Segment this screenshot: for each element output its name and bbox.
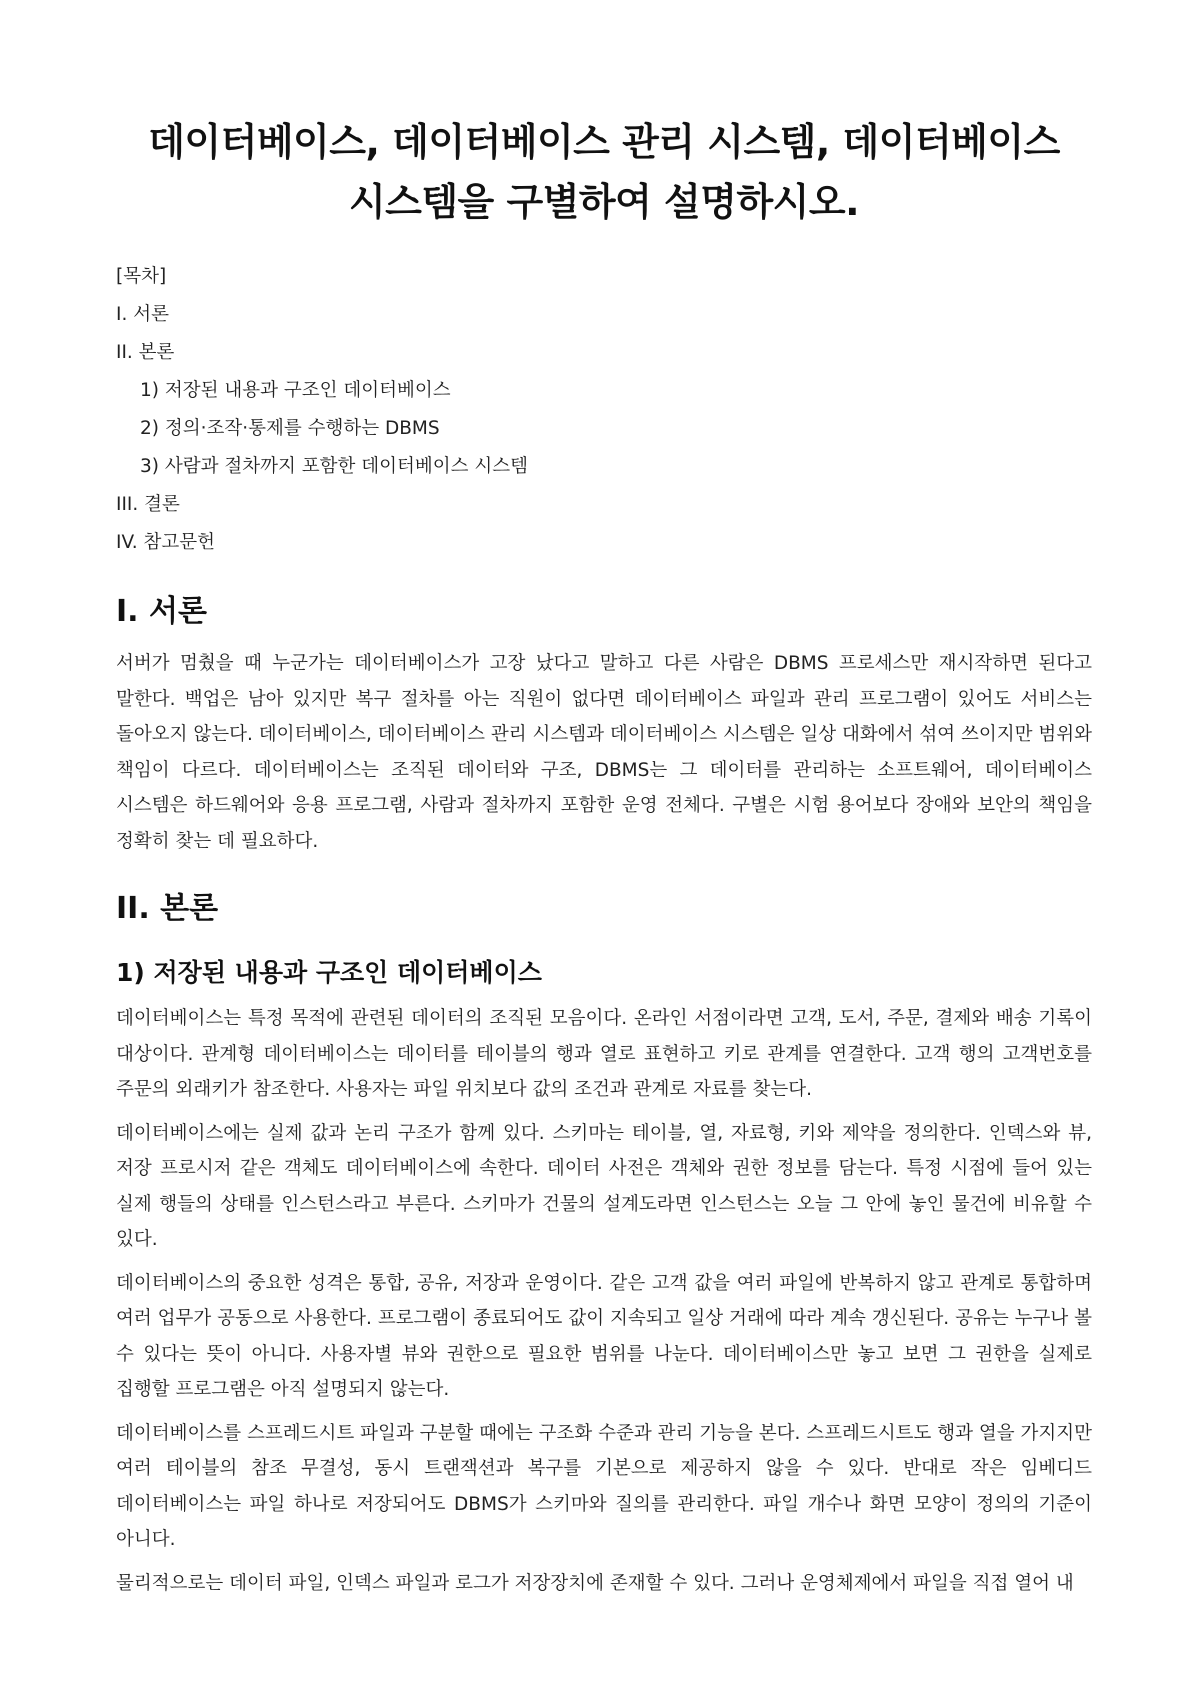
body-paragraph: 데이터베이스를 스프레드시트 파일과 구분할 때에는 구조화 수준과 관리 기능을 본다. 스프레드시트도 행과 열을 가지지만 여러 테이블의 참조 무결성, 동시 트랜잭션과 복구를 기본으로 제공하지 않을 수 있다. 반대로 작은 임베디드 데이터베이스는 파일 하나로 저장되어도 DBMS가 스키마와 질의를 관리한다. 파일 개수나 화면 모양이 정의의 기준이 아니다. bbox=[116, 1422, 1092, 1550]
toc-subitem: 2) 정의·조작·통제를 수행하는 DBMS bbox=[140, 418, 440, 439]
toc-item: II. 본론 bbox=[116, 342, 175, 363]
toc-label: [목차] bbox=[116, 266, 167, 287]
body-heading: II. 본론 bbox=[116, 891, 219, 926]
intro-heading: I. 서론 bbox=[116, 594, 207, 629]
toc-subitem: 1) 저장된 내용과 구조인 데이터베이스 bbox=[140, 380, 451, 401]
toc-item: III. 결론 bbox=[116, 494, 180, 515]
body-paragraph: 데이터베이스는 특정 목적에 관련된 데이터의 조직된 모음이다. 온라인 서점이라면 고객, 도서, 주문, 결제와 배송 기록이 대상이다. 관계형 데이터베이스는 데이터를 테이블의 행과 열로 표현하고 키로 관계를 연결한다. 고객 행의 고객번호를 주문의 외래키가 참조한다. 사용자는 파일 위치보다 값의 조건과 관계로 자료를 찾는다. bbox=[116, 1008, 1092, 1100]
toc-item: IV. 참고문헌 bbox=[116, 532, 215, 553]
toc-subitem: 3) 사람과 절차까지 포함한 데이터베이스 시스템 bbox=[140, 456, 528, 477]
table-of-contents bbox=[116, 258, 1092, 562]
subsection-heading: 1) 저장된 내용과 구조인 데이터베이스 bbox=[116, 958, 542, 987]
body-paragraph: 데이터베이스의 중요한 성격은 통합, 공유, 저장과 운영이다. 같은 고객 값을 여러 파일에 반복하지 않고 관계로 통합하며 여러 업무가 공동으로 사용한다. 프로그램이 종료되어도 값이 지속되고 일상 거래에 따라 계속 갱신된다. 공유는 누구나 볼 수 있다는 뜻이 아니다. 사용자별 뷰와 권한으로 필요한 범위를 나눈다. 데이터베이스만 놓고 보면 그 권한을 실제로 집행할 프로그램은 아직 설명되지 않는다. bbox=[116, 1272, 1092, 1400]
toc-item: I. 서론 bbox=[116, 304, 169, 325]
body-paragraph: 물리적으로는 데이터 파일, 인덱스 파일과 로그가 저장장치에 존재할 수 있다. 그러나 운영체제에서 파일을 직접 열어 내 bbox=[116, 1572, 1074, 1594]
document-title: 데이터베이스, 데이터베이스 관리 시스템, 데이터베이스 시스템을 구별하여 설명하시오. bbox=[148, 120, 1060, 224]
intro-paragraph: 서버가 멈췄을 때 누군가는 데이터베이스가 고장 났다고 말하고 다른 사람은 DBMS 프로세스만 재시작하면 된다고 말한다. 백업은 남아 있지만 복구 절차를 아는 직원이 없다면 데이터베이스 파일과 관리 프로그램이 있어도 서비스는 돌아오지 않는다. 데이터베이스, 데이터베이스 관리 시스템과 데이터베이스 시스템은 일상 대화에서 섞여 쓰이지만 범위와 책임이 다르다. 데이터베이스는 조직된 데이터와 구조, DBMS는 그 데이터를 관리하는 소프트웨어, 데이터베이스 시스템은 하드웨어와 응용 프로그램, 사람과 절차까지 포함한 운영 전체다. 구별은 시험 용어보다 장애와 보안의 책임을 정확히 찾는 데 필요하다. bbox=[116, 653, 1092, 852]
body-paragraph: 데이터베이스에는 실제 값과 논리 구조가 함께 있다. 스키마는 테이블, 열, 자료형, 키와 제약을 정의한다. 인덱스와 뷰, 저장 프로시저 같은 객체도 데이터베이스에 속한다. 데이터 사전은 객체와 권한 정보를 담는다. 특정 시점에 들어 있는 실제 행들의 상태를 인스턴스라고 부른다. 스키마가 건물의 설계도라면 인스턴스는 오늘 그 안에 놓인 물건에 비유할 수 있다. bbox=[116, 1122, 1092, 1250]
